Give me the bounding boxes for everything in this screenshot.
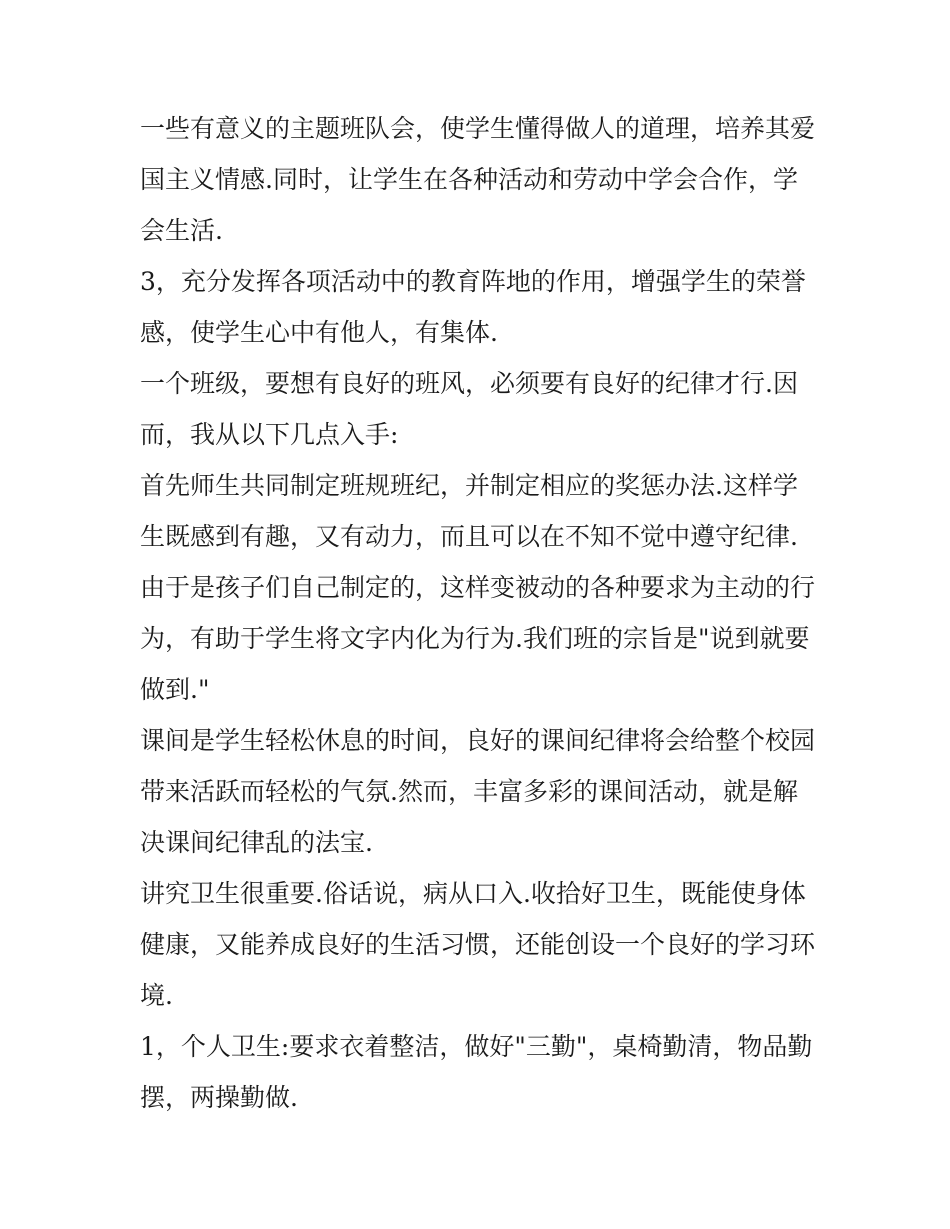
paragraph-1: 一些有意义的主题班队会，使学生懂得做人的道理，培养其爱国主义情感.同时，让学生在各种活动和劳动中学会合作，学会生活. [140,114,816,245]
paragraph-2: 3，充分发挥各项活动中的教育阵地的作用，增强学生的荣誉感，使学生心中有他人，有集体. [140,267,806,347]
paragraph-8: 1，个人卫生:要求衣着整洁，做好"三勤"，桌椅勤清，物品勤摆，两操勤做. [140,1032,813,1112]
paragraph-3: 一个班级，要想有良好的班风，必须要有良好的纪律才行.因而，我从以下几点入手: [140,369,798,449]
paragraph-5: 由于是孩子们自己制定的，这样变被动的各种要求为主动的行为，有助于学生将文字内化为行为.我们班的宗旨是"说到就要做到." [140,573,816,704]
document-body [140,103,820,1123]
paragraph-4: 首先师生共同制定班规班纪，并制定相应的奖惩办法.这样学生既感到有趣，又有动力，而且可以在不知不觉中遵守纪律. [140,471,798,551]
paragraph-7: 讲究卫生很重要.俗话说，病从口入.收拾好卫生，既能使身体健康，又能养成良好的生活习惯，还能创设一个良好的学习环境. [140,879,816,1010]
paragraph-6: 课间是学生轻松休息的时间，良好的课间纪律将会给整个校园带来活跃而轻松的气氛.然而，丰富多彩的课间活动，就是解决课间纪律乱的法宝. [140,726,816,857]
